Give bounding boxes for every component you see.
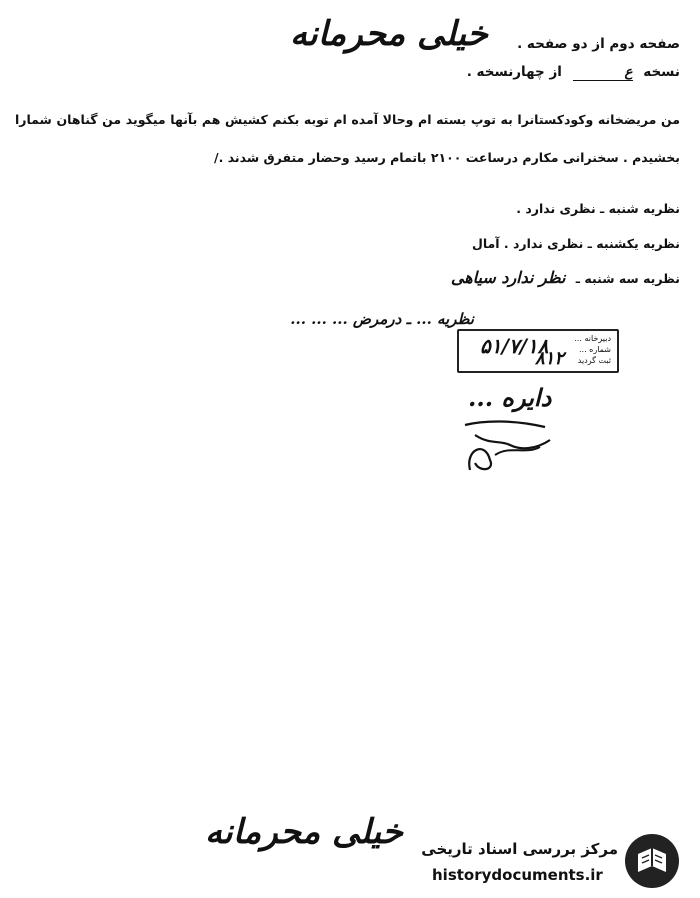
copy-number-line [467, 64, 680, 81]
body-line-2: بخشیدم . سخنرانی مکارم درساعت ۲۱۰۰ باتمام رسید وحضار متفرق شدند ./ [214, 150, 680, 165]
copy-of-label: از چهارنسخه . [466, 64, 562, 80]
opinion-tuesday-label: نظریه سه شنبه ـ [575, 271, 680, 286]
org-url: historydocuments.ir [432, 866, 603, 884]
org-name: مرکز بررسی اسناد تاریخی [421, 840, 618, 858]
copy-label: نسخه [643, 64, 680, 80]
handwritten-date: ۵۱/۷/۱۸ [480, 334, 549, 358]
opinion-tuesday [451, 268, 680, 287]
handwritten-signature-1: دایره ... [468, 383, 552, 412]
opinion-sunday: نظریه یکشنبه ـ نظری ندارد . آمال [472, 236, 680, 251]
handwritten-signature-2 [455, 415, 555, 475]
receipt-stamp-line-2: شماره ... [579, 345, 611, 354]
handwritten-number: ۸۱۲ [535, 348, 565, 369]
receipt-stamp-line-3: ثبت گردید [577, 356, 611, 365]
history-documents-logo-icon [622, 832, 682, 890]
opinion-saturday: نظریه شنبه ـ نظری ندارد . [516, 201, 680, 216]
body-line-1: من مریضخانه وکودکستانرا به توپ بسته ام وحالا آمده ام توبه بکنم کشیش هم بآنها میگوید من گناهان شمارا [15, 112, 680, 127]
handwritten-note-line: نظریه ... ـ درمرض ... ... ... [290, 310, 474, 328]
copy-handwritten-mark: ع [573, 64, 633, 81]
page-number-line: صفحه دوم از دو صفحه . [517, 36, 680, 52]
receipt-stamp-line-1: دبیرخانه ... [574, 334, 611, 343]
opinion-tuesday-handwriting: نظر ندارد سیاهی [450, 268, 566, 287]
classification-header: خیلی محرمانه [290, 14, 488, 54]
classification-footer: خیلی محرمانه [205, 812, 403, 852]
